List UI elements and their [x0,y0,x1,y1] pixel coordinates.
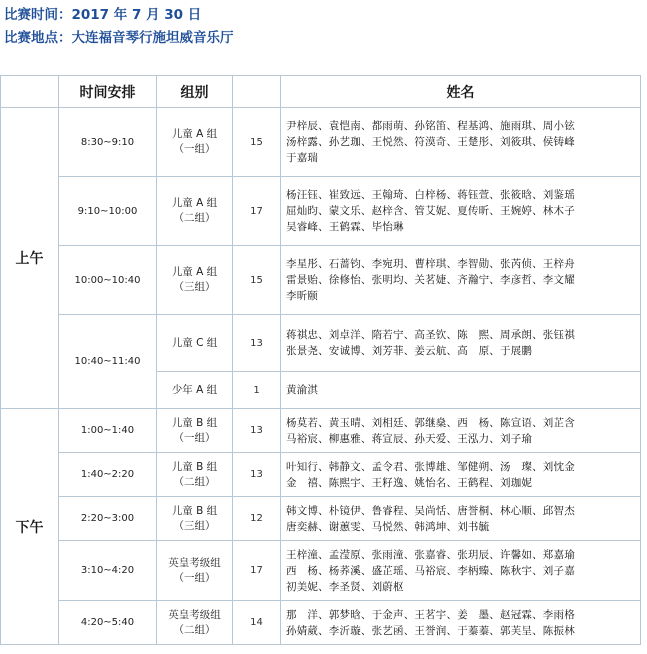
table-row [1,108,641,177]
group-name: 儿童 B 组 （一组） [157,409,233,453]
header-time: 时间安排 [59,76,157,108]
time-slot: 1:00~1:40 [59,409,157,453]
session-morning: 上午 [1,108,59,409]
participant-count: 13 [233,453,281,497]
participant-count: 12 [233,497,281,541]
group-name: 儿童 A 组 （一组） [157,108,233,177]
table-row [1,497,641,541]
time-slot: 4:20~5:40 [59,601,157,645]
participant-names: 王梓潼、孟滢原、张雨潼、张嘉睿、张玥辰、许馨如、郑嘉瑜 西 杨、杨荞溪、盛芷瑶、马裕宸、李柄臻、陈秋宇、刘子嘉 初美妮、李圣贤、刘蔚枢 [281,541,641,601]
time-slot: 10:40~11:40 [59,315,157,409]
participant-names: 尹梓辰、袁恺南、都雨萌、孙铭笛、程基鸿、施雨琪、周小铉 汤梓露、孙艺珈、王悦然、符漠奇、王楚彤、刘筱琪、侯铸峰 于嘉瑞 [281,108,641,177]
participant-count: 17 [233,541,281,601]
table-row [1,315,641,372]
group-name: 英皇考级组 （二组） [157,601,233,645]
header-count [233,76,281,108]
time-slot: 2:20~3:00 [59,497,157,541]
participant-count: 14 [233,601,281,645]
table-row [1,541,641,601]
participant-names: 叶知行、韩静文、孟令君、张博雄、邹健朔、汤 璨、刘忱金 金 禧、陈熙宇、王籽逸、姚怡名、王鹤程、刘珈妮 [281,453,641,497]
time-slot: 10:00~10:40 [59,246,157,315]
table-row [1,409,641,453]
table-row [1,246,641,315]
participant-names: 李星彤、石蔷钧、李宛玥、曹梓琪、李智勋、张芮侦、王梓舟 雷景贻、徐修怡、张明均、关茗婕、齐瀚宁、李彦哲、李文耀 李昕颐 [281,246,641,315]
participant-names: 杨汪钰、崔致远、王翰琦、白梓杨、蒋钰萱、张筱晗、刘鉴瑶 屈灿昀、蒙文乐、赵梓含、管艾妮、夏传昕、王婉婷、林木子 吴睿峰、王鹤霖、毕怡琳 [281,177,641,246]
header-group: 组别 [157,76,233,108]
competition-date-line: 比赛时间：2017 年 7 月 30 日 [4,7,202,23]
participant-count: 13 [233,315,281,372]
participant-names: 蒋祺忠、刘卓洋、隋若宁、高圣钦、陈 熙、周承朗、张钰祺 张景尧、安诚博、刘芳菲、姜云航、高 原、于展鹏 [281,315,641,372]
group-name: 儿童 A 组 （三组） [157,246,233,315]
header-names: 姓名 [281,76,641,108]
participant-names: 黄渝淇 [281,372,641,409]
table-row [1,601,641,645]
participant-names: 韩文博、朴镜伊、鲁睿程、吴尚恬、唐誉桐、林心顺、邱智杰 唐奕赫、谢蕙雯、马悦然、韩鸿坤、刘书毓 [281,497,641,541]
table-header-row [1,76,641,108]
header-session [1,76,59,108]
group-name: 少年 A 组 [157,372,233,409]
group-name: 英皇考级组 （一组） [157,541,233,601]
table-row [1,453,641,497]
participant-names: 杨莫若、黄玉晴、刘相廷、郭继燊、西 杨、陈宣语、刘芷含 马裕宸、柳惠雅、蒋宣辰、孙天爱、王泓力、刘子瑜 [281,409,641,453]
participant-count: 17 [233,177,281,246]
time-slot: 8:30~9:10 [59,108,157,177]
group-name: 儿童 A 组 （二组） [157,177,233,246]
group-name: 儿童 B 组 （二组） [157,453,233,497]
participant-count: 13 [233,409,281,453]
participant-count: 15 [233,108,281,177]
time-slot: 9:10~10:00 [59,177,157,246]
schedule-table [0,75,641,645]
time-slot: 1:40~2:20 [59,453,157,497]
group-name: 儿童 C 组 [157,315,233,372]
table-row [1,177,641,246]
participant-count: 1 [233,372,281,409]
time-slot: 3:10~4:20 [59,541,157,601]
competition-venue-line: 比赛地点：大连福音琴行施坦威音乐厅 [4,30,234,46]
participant-count: 15 [233,246,281,315]
session-afternoon: 下午 [1,409,59,645]
group-name: 儿童 B 组 （三组） [157,497,233,541]
participant-names: 那 洋、郭梦晗、于金声、王茗宇、姜 墨、赵冠霖、李雨格 孙婧葳、李沂璇、张艺函、王誉润、于蓁蓁、郭芙呈、陈振林 [281,601,641,645]
